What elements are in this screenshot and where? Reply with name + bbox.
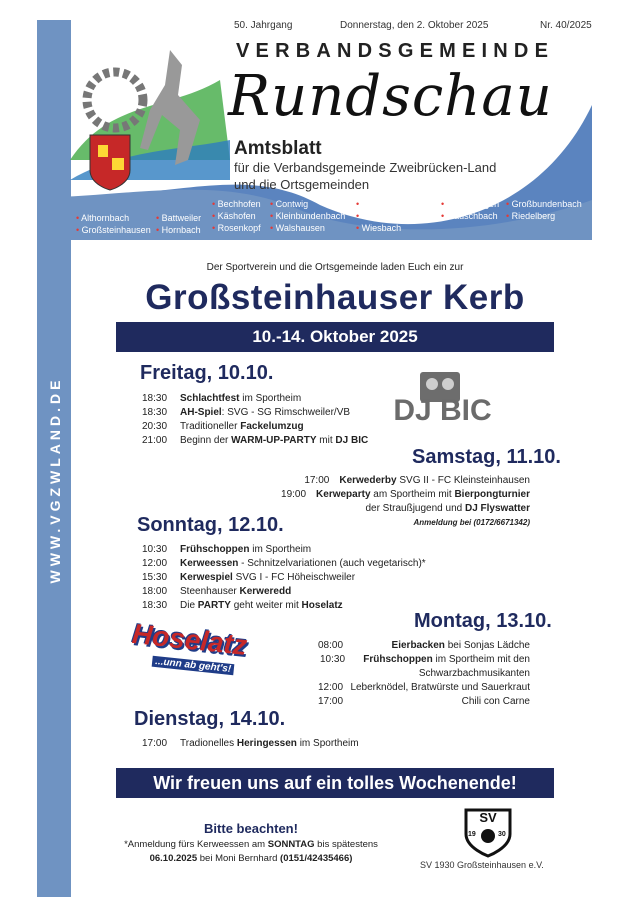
event-text: : SVG - SG Rimschweiler/VB [221, 407, 351, 418]
schedule-row [142, 571, 426, 585]
time: 20:30 [142, 421, 168, 432]
event-text: SVG I - FC Höheischweiler [232, 572, 356, 583]
time: 19:00 [281, 489, 307, 500]
schedule-row [270, 502, 530, 516]
notice-line-1 [116, 838, 386, 852]
event-text: Schwarzbachmusikanten [418, 668, 530, 679]
time: 12:00 [318, 682, 344, 693]
flyer-intro: Der Sportverein und die Ortsgemeinde laden Euch ein zur [206, 262, 464, 273]
event-text: Die [180, 600, 198, 611]
schedule-row [142, 392, 368, 406]
commune-name: • Großsteinhausen [76, 224, 151, 236]
commune-column [76, 212, 151, 236]
event-highlight: Eierbacken [391, 640, 445, 651]
event-text: Leberknödel, Bratwürste und Sauerkraut [350, 682, 530, 693]
schedule-row [142, 599, 426, 613]
issue-number: Nr. 40/2025 [540, 20, 592, 31]
commune-list [76, 198, 596, 238]
hoselatz-logo [130, 618, 257, 684]
event-text: Chili con Carne [461, 696, 530, 707]
commune-name: • Riedelberg [506, 210, 582, 222]
commune-column [506, 198, 582, 222]
event-text: geht weiter mit [230, 600, 302, 611]
time: 15:30 [142, 572, 168, 583]
schedule-row [300, 695, 530, 709]
commune-name: • Käshofen [212, 210, 261, 222]
schedule-row [270, 488, 530, 502]
subtitle-line-1: für die Verbandsgemeinde Zweibrücken-Land [234, 160, 497, 175]
schedule-row [142, 434, 368, 448]
event-text: der Straußjugend und [365, 503, 465, 514]
event-dates-band: 10.-14. Oktober 2025 [116, 322, 554, 352]
amtsblatt-label: Amtsblatt [234, 138, 322, 159]
closing-band: Wir freuen uns auf ein tolles Wochenende! [116, 768, 554, 798]
friday-schedule [142, 392, 368, 448]
website-url: WWW.VGZWLAND.DE [47, 376, 63, 584]
schedule-row [142, 543, 426, 557]
event-text: im Sportheim [296, 738, 359, 749]
day-title-tuesday: Dienstag, 14.10. [134, 708, 286, 730]
day-title-sunday: Sonntag, 12.10. [137, 514, 284, 536]
tuesday-schedule [142, 737, 359, 751]
time: 21:00 [142, 435, 168, 446]
event-highlight: Schlachtfest [180, 393, 240, 404]
day-title-saturday: Samstag, 11.10. [412, 446, 561, 468]
event-text: - Schnitzelvariationen (auch vegetarisch)* [238, 558, 426, 569]
flyer-title: Großsteinhauser Kerb [145, 278, 525, 317]
event-highlight: DJ BIC [335, 435, 369, 446]
event-highlight: Frühschoppen [363, 654, 433, 665]
event-highlight: Frühschoppen [180, 544, 250, 555]
event-highlight: Hoselatz [301, 600, 343, 611]
subtitle-line-2: und die Ortsgemeinden [234, 177, 370, 192]
schedule-row [300, 639, 530, 653]
time: 18:30 [142, 393, 168, 404]
event-highlight: Kerwederby [339, 475, 397, 486]
club-crest-logo [462, 806, 514, 858]
notice-line-2 [116, 852, 386, 866]
event-highlight: AH-Spiel [180, 407, 222, 418]
paper-title: Rundschau [228, 64, 553, 129]
event-highlight: Kerwespiel [180, 572, 233, 583]
commune-name: • Kleinbundenbach [270, 210, 345, 222]
event-highlight: Kerweredd [239, 586, 292, 597]
event-text: Steenhauser [180, 586, 240, 597]
commune-column [212, 198, 261, 234]
event-text: SVG II - FC Kleinsteinhausen [396, 475, 530, 486]
club-crest-year: 19 [468, 831, 476, 838]
schedule-row [142, 406, 368, 420]
notice-text: bei Moni Bernhard [197, 853, 281, 864]
notice-highlight: 06.10.2025 [149, 853, 198, 864]
commune-column [441, 198, 499, 222]
event-highlight: Kerweessen [180, 558, 239, 569]
schedule-row [142, 420, 368, 434]
event-text: im Sportheim [249, 544, 312, 555]
issue-date: Donnerstag, den 2. Oktober 2025 [340, 20, 489, 31]
org-name: VERBANDSGEMEINDE [236, 40, 555, 62]
commune-name: • Althornbach [76, 212, 151, 224]
band-logo-tagline: ...unn ab geht's! [152, 656, 235, 676]
time: 10:30 [142, 544, 168, 555]
schedule-row [270, 474, 530, 488]
time: 10:30 [320, 654, 346, 665]
monday-schedule [300, 639, 530, 709]
notice-highlight: SONNTAG [267, 839, 315, 850]
commune-name: • Contwig [270, 198, 345, 210]
commune-name: • Mauschbach [441, 210, 499, 222]
notice-text: bis spätestens [314, 839, 378, 850]
event-text: bei Sonjas Lädche [444, 640, 530, 651]
notice-title: Bitte beachten! [204, 821, 298, 836]
commune-name: • Großbundenbach [506, 198, 582, 210]
event-text: im Sportheim [239, 393, 302, 404]
schedule-row [300, 667, 530, 681]
time: 12:00 [142, 558, 168, 569]
commune-name: • Rosenkopf [212, 222, 261, 234]
sunday-schedule [142, 543, 426, 613]
time: 17:00 [318, 696, 344, 707]
commune-column [356, 198, 430, 234]
commune-name: • Kleinsteinhausen [356, 210, 430, 222]
time: 17:00 [304, 475, 330, 486]
event-text: Beginn der [180, 435, 232, 446]
schedule-row [142, 585, 426, 599]
commune-name: • Wiesbach [356, 222, 430, 234]
commune-name: • Hornbach [156, 224, 201, 236]
event-text: Traditioneller [180, 421, 241, 432]
club-crest-year: 30 [498, 831, 506, 838]
commune-column [156, 212, 201, 236]
commune-name: • Bechhofen [212, 198, 261, 210]
dj-bic-logo [385, 366, 500, 431]
saturday-schedule [270, 474, 530, 530]
event-text: mit [316, 435, 336, 446]
notice-highlight: (0151/42435466) [280, 853, 353, 864]
dj-logo-text: DJ BIC [393, 394, 492, 427]
event-text: im Sportheim mit den [432, 654, 530, 665]
event-text: Tradionelles [180, 738, 237, 749]
time: 08:00 [318, 640, 344, 651]
crest-knight-illustration [70, 40, 235, 200]
time: 18:00 [142, 586, 168, 597]
registration-note: Anmeldung bei (0172/6671342) [413, 518, 530, 527]
day-title-friday: Freitag, 10.10. [140, 362, 274, 384]
commune-column [270, 198, 345, 234]
club-name: SV 1930 Großsteinhausen e.V. [420, 860, 544, 870]
band-logo-text: Hoselatz [130, 618, 249, 661]
event-highlight: Fackelumzug [240, 421, 304, 432]
event-highlight: PARTY [197, 600, 231, 611]
event-highlight: WARM-UP-PARTY [231, 435, 317, 446]
club-crest-text: SV [479, 810, 497, 825]
event-highlight: Kerweparty [316, 489, 371, 500]
day-title-monday: Montag, 13.10. [414, 610, 552, 632]
schedule-row [142, 557, 426, 571]
volume-label: 50. Jahrgang [234, 20, 293, 31]
event-highlight: DJ Flyswatter [464, 503, 530, 514]
commune-name: • Battweiler [156, 212, 201, 224]
commune-name: • Dietrichingen [441, 198, 499, 210]
schedule-row [142, 737, 359, 751]
time: 17:00 [142, 738, 168, 749]
commune-name: • Walshausen [270, 222, 345, 234]
time: 18:30 [142, 407, 168, 418]
schedule-row [300, 681, 530, 695]
event-highlight: Bierpongturnier [454, 489, 530, 500]
notice-text: *Anmeldung fürs Kerweessen am [124, 839, 268, 850]
time: 18:30 [142, 600, 168, 611]
schedule-row [300, 653, 530, 667]
event-text: am Sportheim mit [370, 489, 455, 500]
commune-name: • Dellfeld [356, 198, 430, 210]
event-highlight: Heringessen [236, 738, 297, 749]
